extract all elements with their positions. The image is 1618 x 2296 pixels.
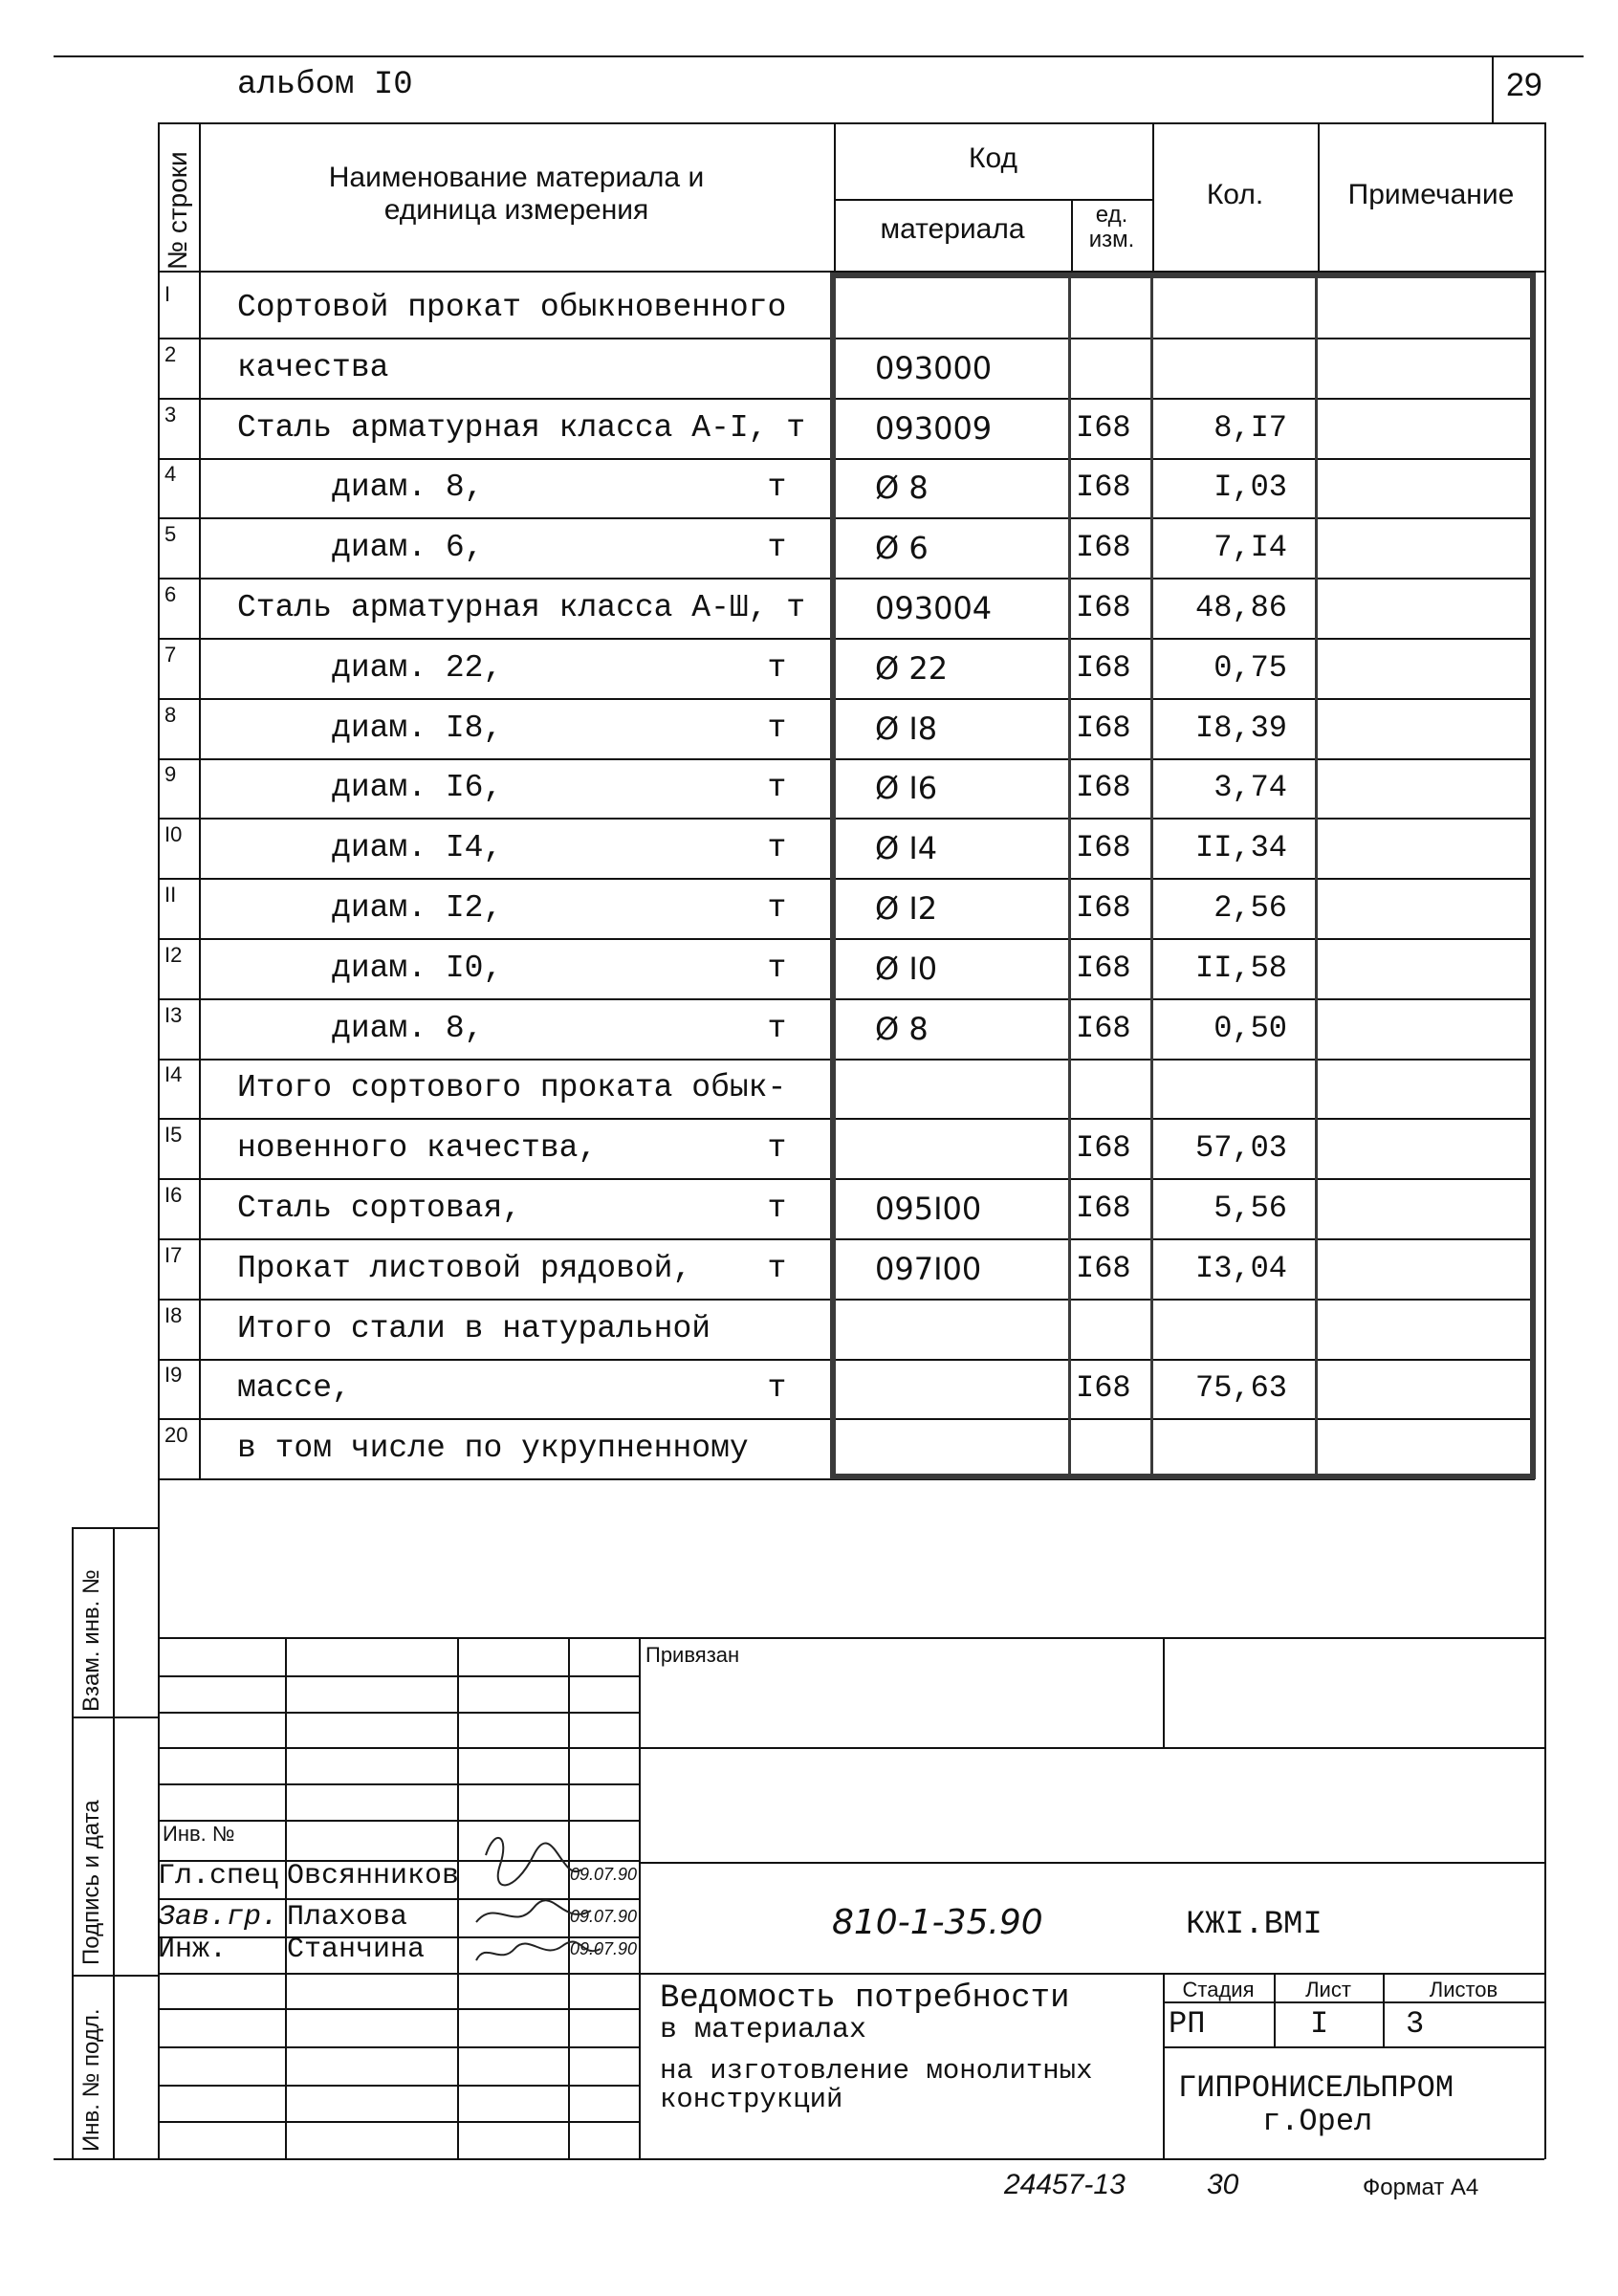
header-top bbox=[158, 122, 1544, 124]
row-number: 6 bbox=[164, 582, 177, 606]
row-unit: I68 bbox=[1076, 470, 1131, 505]
stamp-row-line bbox=[158, 2085, 639, 2087]
row-code: Ø 22 bbox=[875, 650, 949, 687]
row-name: в том числе по укрупненному bbox=[237, 1431, 749, 1466]
row-qty: I3,04 bbox=[1194, 1251, 1287, 1286]
stamp-row-line bbox=[158, 1712, 639, 1714]
row-qty: II,58 bbox=[1194, 951, 1287, 986]
code-material-header: материала bbox=[880, 213, 1025, 245]
col-qty-body-line bbox=[1150, 273, 1153, 1479]
row-name: диам. I2, т bbox=[237, 890, 787, 926]
inv-podl-label: Инв. № подл. bbox=[78, 2008, 104, 2152]
row-qty: 5,56 bbox=[1214, 1191, 1287, 1226]
org-name: ГИПРОНИСЕЛЬПРОМ bbox=[1178, 2070, 1454, 2106]
staff-name-1: Овсянников bbox=[287, 1860, 460, 1892]
row-name: диам. I8, т bbox=[237, 711, 787, 746]
row-qty: 0,50 bbox=[1214, 1011, 1287, 1046]
stamp-h-privyazan bbox=[639, 1747, 1544, 1749]
row-name: диам. 8, т bbox=[237, 1011, 787, 1046]
row-unit: I68 bbox=[1076, 1011, 1131, 1046]
row-code: 097I00 bbox=[875, 1251, 982, 1287]
row-name: Итого стали в натуральной bbox=[237, 1311, 711, 1346]
staff-name-3: Станчина bbox=[287, 1934, 426, 1966]
org-city: г.Орел bbox=[1262, 2104, 1373, 2139]
page-number-divider bbox=[1492, 55, 1494, 122]
row-number: II bbox=[164, 883, 177, 907]
title-line2: в материалах bbox=[660, 2014, 867, 2046]
staff-role-3: Инж. bbox=[158, 1934, 228, 1966]
row-code: 093004 bbox=[875, 590, 993, 626]
title-line3: на изготовление монолитных bbox=[660, 2055, 1093, 2087]
top-border bbox=[54, 55, 1584, 57]
row-unit: I68 bbox=[1076, 410, 1131, 446]
row-qty: 75,63 bbox=[1194, 1370, 1287, 1406]
code-subheader-line bbox=[834, 199, 1152, 201]
row-name: Итого сортового проката обык- bbox=[237, 1070, 787, 1105]
stamp-top bbox=[158, 1637, 1544, 1639]
row-unit: I68 bbox=[1076, 890, 1131, 926]
row-qty: II,34 bbox=[1194, 830, 1287, 865]
staff-date-3: 09.07.90 bbox=[570, 1939, 638, 1958]
row-number: I6 bbox=[164, 1183, 183, 1207]
row-qty: 7,I4 bbox=[1214, 530, 1287, 565]
row-name: диам. 6, т bbox=[237, 530, 787, 565]
row-code: Ø I0 bbox=[875, 951, 938, 987]
col-unit-body-line bbox=[1068, 273, 1071, 1479]
doc-code: КЖI.ВМI bbox=[1186, 1907, 1323, 1943]
stamp-h-docnum bbox=[639, 1862, 1544, 1864]
row-code: Ø I4 bbox=[875, 830, 938, 866]
row-number: I3 bbox=[164, 1003, 183, 1027]
row-qty: I,03 bbox=[1214, 470, 1287, 505]
row-number: 3 bbox=[164, 403, 177, 426]
row-number: I7 bbox=[164, 1243, 183, 1267]
title-line4: конструкций bbox=[660, 2084, 843, 2115]
row-number: 5 bbox=[164, 522, 177, 546]
staff-role-2: Зав.гр. bbox=[158, 1901, 279, 1934]
row-qty: 0,75 bbox=[1214, 650, 1287, 686]
row-code: Ø I6 bbox=[875, 770, 938, 806]
row-qty: 48,86 bbox=[1194, 590, 1287, 625]
code-unit-header-l2: изм. bbox=[1088, 227, 1135, 252]
vzam-inv-label: Взам. инв. № bbox=[78, 1569, 104, 1712]
row-code: Ø I2 bbox=[875, 890, 938, 927]
col-rowno-line bbox=[199, 122, 201, 1480]
row-code: Ø I8 bbox=[875, 711, 938, 747]
row-number: I9 bbox=[164, 1363, 183, 1387]
row-number: I2 bbox=[164, 943, 183, 967]
row-name: массе, т bbox=[237, 1370, 787, 1406]
row-code: 093009 bbox=[875, 410, 993, 447]
side-div1 bbox=[72, 1717, 158, 1718]
row-unit: I68 bbox=[1076, 530, 1131, 565]
row-unit: I68 bbox=[1076, 770, 1131, 805]
stamp-row-line bbox=[158, 1783, 639, 1785]
sheet-label: Лист bbox=[1305, 1978, 1351, 2001]
row-name: диам. I0, т bbox=[237, 951, 787, 986]
row-qty: 8,I7 bbox=[1214, 410, 1287, 446]
stamp-col4 bbox=[639, 1637, 641, 2158]
archive-number: 24457-13 bbox=[1004, 2169, 1126, 2200]
row-unit: I68 bbox=[1076, 650, 1131, 686]
name-header-line2: единица измерения bbox=[383, 194, 649, 226]
stamp-left bbox=[158, 1527, 160, 2158]
frame-left bbox=[158, 122, 160, 1528]
row-unit: I68 bbox=[1076, 1370, 1131, 1406]
row-number: 20 bbox=[164, 1423, 188, 1447]
row-number: I8 bbox=[164, 1303, 183, 1327]
frame-right bbox=[1544, 122, 1546, 2159]
code-header: Код bbox=[968, 142, 1017, 174]
row-name: Сталь арматурная класса A-I, т bbox=[237, 410, 806, 446]
row-number: I5 bbox=[164, 1123, 183, 1147]
row-unit: I68 bbox=[1076, 711, 1131, 746]
side-col-right bbox=[113, 1527, 115, 2158]
row-code: Ø 8 bbox=[875, 470, 929, 506]
row-number: 7 bbox=[164, 643, 177, 667]
name-header-line1: Наименование материала и bbox=[328, 162, 705, 193]
row-unit: I68 bbox=[1076, 830, 1131, 865]
row-name: диам. I4, т bbox=[237, 830, 787, 865]
title-line1: Ведомость потребности bbox=[660, 1980, 1070, 2017]
row-number-header: № строки bbox=[163, 151, 192, 270]
staff-name-2: Плахова bbox=[287, 1901, 408, 1934]
row-code: 095I00 bbox=[875, 1191, 982, 1227]
row-unit: I68 bbox=[1076, 1130, 1131, 1166]
row-qty: 57,03 bbox=[1194, 1130, 1287, 1166]
row-number: 8 bbox=[164, 703, 177, 727]
stamp-row-line bbox=[158, 1675, 639, 1677]
row-name: качества bbox=[237, 350, 389, 385]
staff-role-1: Гл.спец bbox=[158, 1860, 279, 1892]
row-number: I4 bbox=[164, 1062, 183, 1086]
row-number: 9 bbox=[164, 762, 177, 786]
sheet-value: I bbox=[1310, 2006, 1329, 2042]
note-header: Примечание bbox=[1347, 179, 1515, 210]
row-number: 2 bbox=[164, 342, 177, 366]
page-number: 29 bbox=[1506, 67, 1542, 103]
row-name: диам. I6, т bbox=[237, 770, 787, 805]
side-div2 bbox=[72, 1975, 158, 1977]
stage-value-line bbox=[1163, 2046, 1544, 2048]
album-label: альбом I0 bbox=[237, 67, 413, 103]
code-unit-header-l1: ед. bbox=[1095, 202, 1128, 228]
row-unit: I68 bbox=[1076, 951, 1131, 986]
row-name: диам. 22, т bbox=[237, 650, 787, 686]
stamp-h-title bbox=[639, 1973, 1544, 1975]
signatures bbox=[457, 1817, 639, 1970]
data-frame bbox=[830, 273, 1536, 1479]
row-name: Сталь арматурная класса A-Ш, т bbox=[237, 590, 806, 625]
sheets-value: 3 bbox=[1406, 2006, 1425, 2042]
row-unit: I68 bbox=[1076, 590, 1131, 625]
stamp-privyazan-div bbox=[1163, 1637, 1165, 1747]
bottom-border bbox=[54, 2158, 1544, 2160]
sheets-label: Листов bbox=[1429, 1978, 1498, 2001]
row-name: Сталь сортовая, т bbox=[237, 1191, 787, 1226]
staff-date-2: 09.07.90 bbox=[570, 1907, 638, 1926]
stage-value: РП bbox=[1169, 2006, 1206, 2042]
qty-header: Кол. bbox=[1206, 179, 1264, 210]
staff-date-1: 09.07.90 bbox=[570, 1865, 638, 1884]
doc-number: 810-1-35.90 bbox=[832, 1903, 1043, 1942]
row-name: Сортовой прокат обыкновенного bbox=[237, 290, 787, 325]
row-code: 093000 bbox=[875, 350, 993, 386]
stamp-row-line bbox=[158, 1747, 639, 1749]
row-name: новенного качества, т bbox=[237, 1130, 787, 1166]
stage-label: Стадия bbox=[1182, 1978, 1255, 2001]
row-code: Ø 6 bbox=[875, 530, 929, 566]
copy-number: 30 bbox=[1207, 2169, 1239, 2200]
row-number: 4 bbox=[164, 462, 177, 486]
row-unit: I68 bbox=[1076, 1251, 1131, 1286]
row-unit: I68 bbox=[1076, 1191, 1131, 1226]
stamp-row-line bbox=[158, 1973, 639, 1975]
podpis-data-label: Подпись и дата bbox=[78, 1800, 104, 1965]
side-top bbox=[72, 1527, 158, 1529]
format-label: Формат А4 bbox=[1363, 2175, 1479, 2200]
stamp-row-line bbox=[158, 2121, 639, 2123]
row-number: I bbox=[164, 282, 171, 306]
row-qty: 3,74 bbox=[1214, 770, 1287, 805]
row-qty: 2,56 bbox=[1214, 890, 1287, 926]
row-name: Прокат листовой рядовой, т bbox=[237, 1251, 787, 1286]
row-name: диам. 8, т bbox=[237, 470, 787, 505]
stamp-row-line bbox=[158, 2008, 639, 2010]
row-code: Ø 8 bbox=[875, 1011, 929, 1047]
row-number: I0 bbox=[164, 822, 183, 846]
side-col-left bbox=[72, 1527, 74, 2158]
inv-no-label: Инв. № bbox=[163, 1822, 235, 1846]
col-note-body-line bbox=[1315, 273, 1318, 1479]
row-qty: I8,39 bbox=[1194, 711, 1287, 746]
stamp-row-line bbox=[158, 2046, 639, 2048]
privyazan-label: Привязан bbox=[645, 1643, 740, 1667]
